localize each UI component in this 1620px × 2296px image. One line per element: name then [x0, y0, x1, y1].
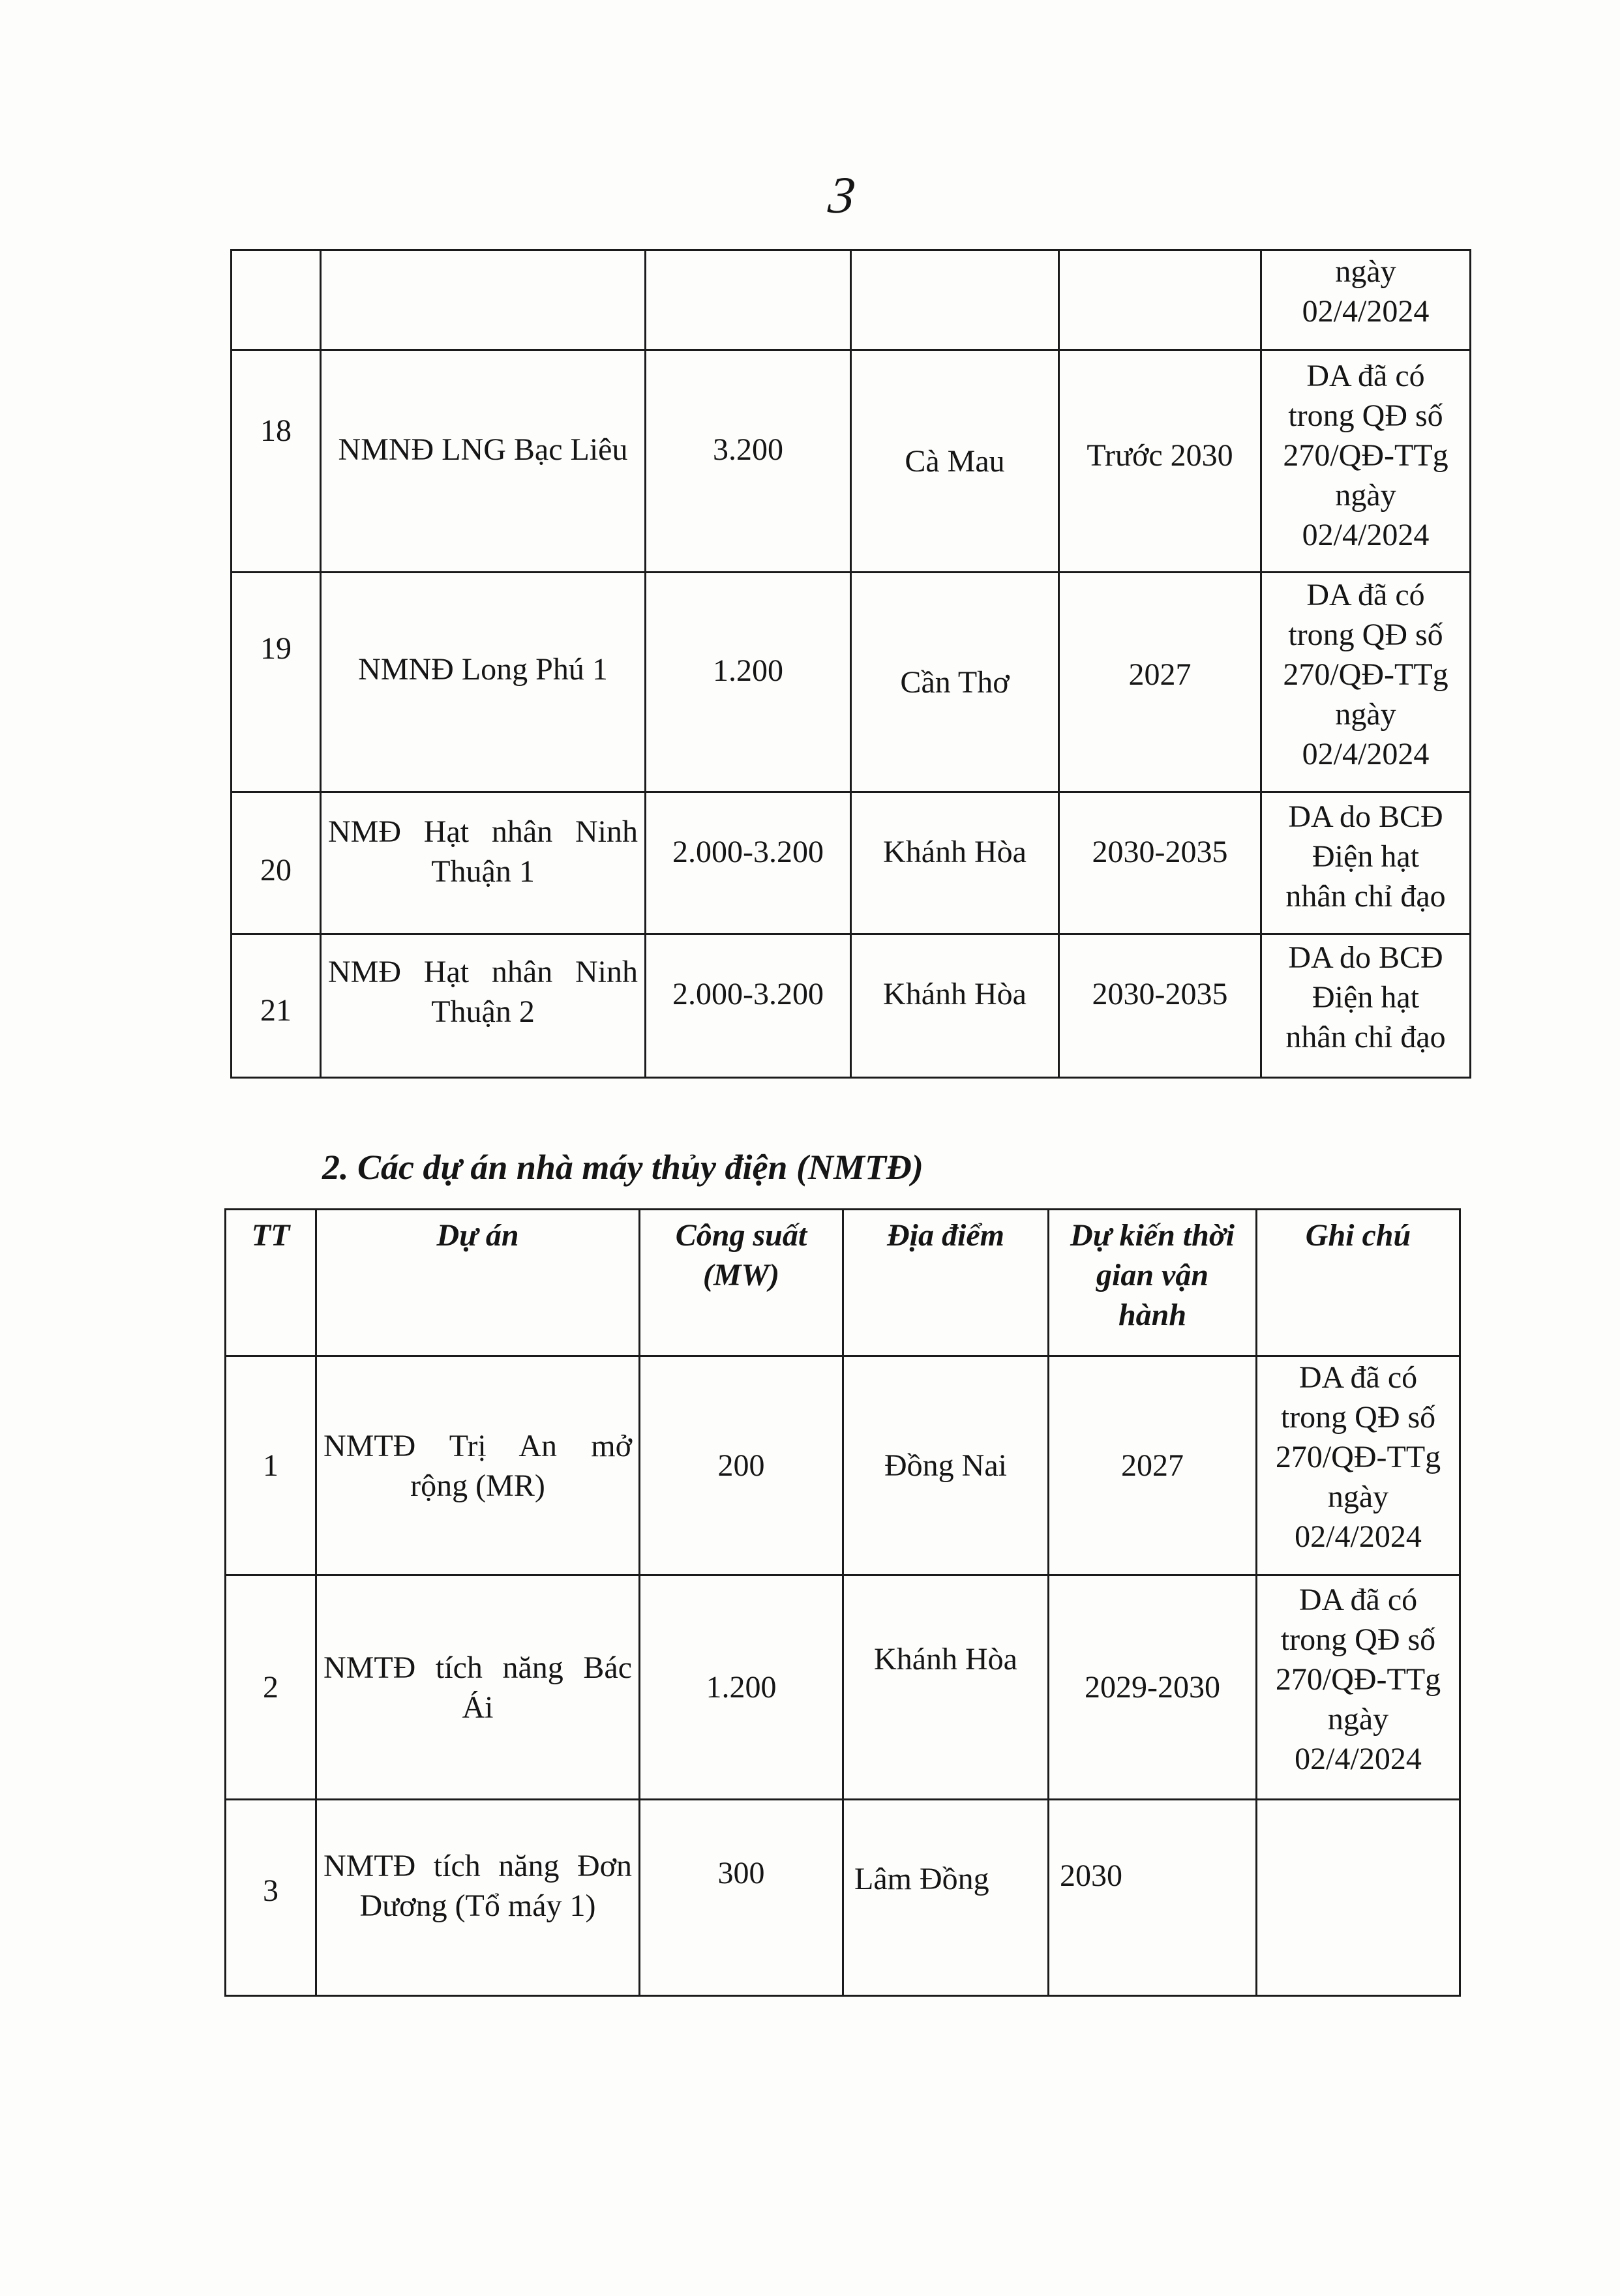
operation-time-text: 2027 — [1121, 1448, 1184, 1483]
note-text: 270/QĐ-TTg — [1283, 657, 1448, 692]
location-text: Khánh Hòa — [883, 977, 1027, 1011]
tt-cell — [232, 573, 321, 792]
tt-header — [226, 1210, 316, 1356]
note-cell — [1261, 792, 1471, 934]
location-header — [843, 1210, 1049, 1356]
capacity-cell — [646, 792, 851, 934]
table-row — [232, 250, 1471, 350]
location-text: Cà Mau — [905, 443, 1005, 479]
note-cell — [1261, 350, 1471, 573]
note-text: trong QĐ số — [1280, 1622, 1436, 1657]
project-name-cell — [321, 792, 646, 934]
capacity-cell — [646, 350, 851, 573]
hydropower-projects-table — [224, 1208, 1461, 1997]
note-text: DA do BCĐ — [1288, 940, 1443, 975]
tt-text: 3 — [263, 1873, 278, 1908]
location-cell — [843, 1356, 1049, 1575]
operation-time-cell — [1059, 792, 1261, 934]
project-name-cell — [316, 1800, 640, 1996]
note-text: DA đã có — [1298, 1360, 1418, 1395]
note-cell — [1257, 1800, 1460, 1996]
operation-time-text: 2029-2030 — [1085, 1670, 1220, 1705]
operation-time-text: Dự kiến thời — [1070, 1218, 1235, 1253]
table-row — [232, 350, 1471, 573]
project-name-cell — [316, 1356, 640, 1575]
operation-time-cell — [1059, 350, 1261, 573]
section-heading: 2. Các dự án nhà máy thủy điện (NMTĐ) — [322, 1148, 923, 1187]
project-name-cell — [321, 350, 646, 573]
operation-time-cell — [1059, 250, 1261, 350]
note-text: ngày — [1327, 1480, 1389, 1514]
tt-cell — [226, 1356, 316, 1575]
operation-time-text: hành — [1118, 1298, 1187, 1332]
capacity-text: 1.200 — [713, 653, 783, 688]
note-text: ngày — [1335, 477, 1396, 513]
operation-time-header — [1049, 1210, 1257, 1356]
operation-time-text: 2030-2035 — [1092, 977, 1228, 1011]
operation-time-text: Trước 2030 — [1087, 438, 1233, 473]
note-text: nhân chỉ đạo — [1285, 1020, 1446, 1054]
location-text: Cần Thơ — [900, 664, 1010, 700]
project-name-text: NMTĐ Trị An mở — [323, 1428, 632, 1463]
note-text: 02/4/2024 — [1295, 1519, 1422, 1554]
tt-text: 21 — [260, 993, 292, 1028]
table-header — [226, 1210, 1460, 1356]
location-text: Lâm Đồng — [854, 1861, 989, 1896]
project-name-text: Thuận 1 — [431, 854, 535, 889]
capacity-text: 1.200 — [706, 1670, 777, 1705]
project-name-cell — [321, 573, 646, 792]
capacity-text: 200 — [717, 1448, 765, 1483]
operation-time-text: gian vận — [1096, 1258, 1209, 1292]
capacity-cell — [640, 1800, 843, 1996]
note-text: Ghi chú — [1305, 1218, 1411, 1253]
project-name-text: Dự án — [436, 1218, 519, 1253]
note-text: trong QĐ số — [1288, 398, 1443, 433]
operation-time-cell — [1049, 1356, 1257, 1575]
capacity-text: (MW) — [702, 1258, 780, 1292]
project-name-cell — [316, 1575, 640, 1800]
tt-cell — [232, 250, 321, 350]
operation-time-cell — [1049, 1575, 1257, 1800]
table-row — [226, 1800, 1460, 1996]
project-name-text: NMTĐ tích năng Đơn — [323, 1849, 632, 1883]
operation-time-text: 2030-2035 — [1092, 835, 1228, 869]
tt-cell — [226, 1800, 316, 1996]
project-name-header — [316, 1210, 640, 1356]
project-name-text: rộng (MR) — [410, 1468, 545, 1503]
operation-time-cell — [1049, 1800, 1257, 1996]
capacity-cell — [646, 573, 851, 792]
capacity-cell — [640, 1356, 843, 1575]
location-text: Địa điểm — [887, 1218, 1004, 1253]
note-text: 02/4/2024 — [1302, 736, 1430, 771]
note-text: DA đã có — [1306, 577, 1425, 612]
capacity-text: 3.200 — [713, 432, 783, 467]
tt-cell — [226, 1575, 316, 1800]
note-cell — [1261, 250, 1471, 350]
tt-text: TT — [251, 1218, 290, 1253]
page-number: 3 — [826, 167, 858, 224]
capacity-text: Công suất — [675, 1218, 807, 1253]
note-text: trong QĐ số — [1288, 617, 1443, 652]
tt-cell — [232, 792, 321, 934]
table-row — [232, 934, 1471, 1078]
project-name-cell — [321, 250, 646, 350]
note-header — [1257, 1210, 1460, 1356]
note-text: trong QĐ số — [1280, 1400, 1436, 1435]
location-cell — [851, 573, 1059, 792]
operation-time-cell — [1059, 573, 1261, 792]
operation-time-text: 2030 — [1060, 1858, 1122, 1893]
table-row — [232, 792, 1471, 934]
project-name-text: Ái — [462, 1690, 494, 1725]
note-text: nhân chỉ đạo — [1285, 879, 1446, 914]
capacity-cell — [646, 250, 851, 350]
note-cell — [1257, 1356, 1460, 1575]
note-text: 270/QĐ-TTg — [1275, 1662, 1441, 1697]
note-text: DA do BCĐ — [1288, 799, 1443, 834]
project-name-text: Thuận 2 — [431, 994, 535, 1029]
location-cell — [851, 792, 1059, 934]
operation-time-text: 2027 — [1128, 657, 1192, 692]
note-cell — [1257, 1575, 1460, 1800]
location-cell — [843, 1575, 1049, 1800]
location-cell — [851, 350, 1059, 573]
location-text: Đồng Nai — [884, 1448, 1007, 1483]
tt-cell — [232, 934, 321, 1078]
capacity-cell — [640, 1575, 843, 1800]
note-text: ngày — [1335, 254, 1396, 289]
location-cell — [851, 934, 1059, 1078]
capacity-text: 300 — [717, 1855, 765, 1890]
power-projects-table-continued — [230, 249, 1471, 1079]
tt-text: 18 — [260, 413, 292, 448]
capacity-header — [640, 1210, 843, 1356]
location-text: Khánh Hòa — [883, 835, 1027, 869]
project-name-text: NMĐ Hạt nhân Ninh — [328, 954, 638, 989]
note-text: Điện hạt — [1312, 980, 1419, 1015]
note-text: 270/QĐ-TTg — [1283, 438, 1448, 473]
location-cell — [843, 1800, 1049, 1996]
location-text: Khánh Hòa — [874, 1642, 1017, 1677]
capacity-cell — [646, 934, 851, 1078]
tt-text: 1 — [263, 1448, 278, 1483]
tt-text: 20 — [260, 853, 292, 887]
table-row — [226, 1356, 1460, 1575]
table-row — [226, 1575, 1460, 1800]
note-text: ngày — [1335, 696, 1396, 732]
note-text: 02/4/2024 — [1302, 517, 1430, 552]
note-text: 02/4/2024 — [1302, 294, 1430, 329]
project-name-text: NMNĐ Long Phú 1 — [358, 651, 608, 687]
table-body — [226, 1356, 1460, 1996]
table-row — [232, 573, 1471, 792]
project-name-text: NMTĐ tích năng Bác — [323, 1650, 632, 1685]
note-text: 02/4/2024 — [1295, 1742, 1422, 1776]
note-text: DA đã có — [1298, 1583, 1418, 1617]
tt-cell — [232, 350, 321, 573]
table-body — [232, 250, 1471, 1078]
note-text: ngày — [1327, 1702, 1389, 1737]
header-row — [226, 1210, 1460, 1356]
project-name-text: Dương (Tổ máy 1) — [359, 1888, 596, 1923]
capacity-text: 2.000-3.200 — [672, 977, 824, 1011]
project-name-text: NMĐ Hạt nhân Ninh — [328, 814, 638, 849]
project-name-text: NMNĐ LNG Bạc Liêu — [338, 432, 628, 467]
operation-time-cell — [1059, 934, 1261, 1078]
project-name-cell — [321, 934, 646, 1078]
note-text: 270/QĐ-TTg — [1275, 1440, 1441, 1474]
location-cell — [851, 250, 1059, 350]
note-text: DA đã có — [1306, 358, 1425, 393]
note-cell — [1261, 934, 1471, 1078]
note-cell — [1261, 573, 1471, 792]
note-text: Điện hạt — [1312, 839, 1419, 874]
capacity-text: 2.000-3.200 — [672, 835, 824, 869]
tt-text: 19 — [260, 631, 292, 666]
tt-text: 2 — [263, 1670, 278, 1705]
